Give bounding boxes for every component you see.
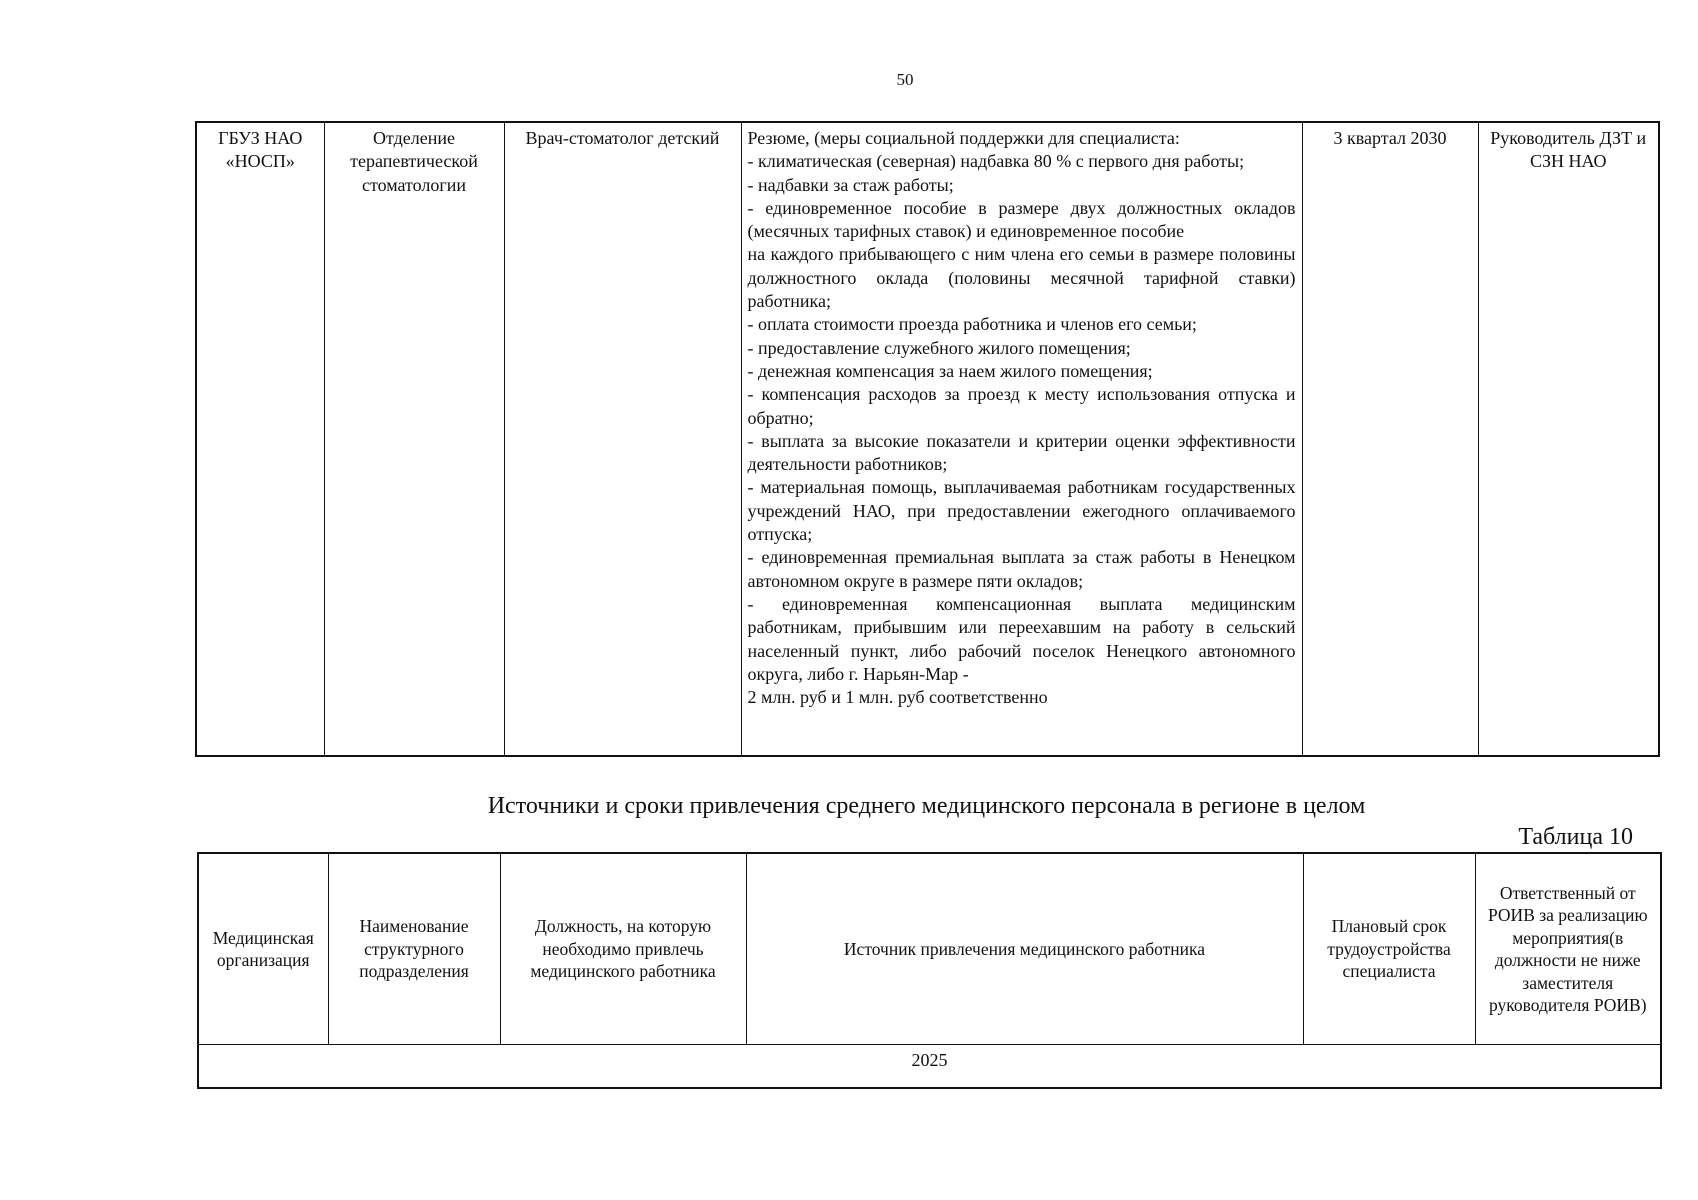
table-10 [197,852,1662,1089]
header-position: Должность, на которую необходимо привлечь медицинского работника [500,853,746,1045]
table-row [196,122,1659,756]
organization-cell: ГБУЗ НАО «НОСП» [196,122,324,756]
source-line: на каждого прибывающего с ним члена его семьи в размере половины должностного оклада (половины месячной тарифной ставки) работника; [747,244,1296,312]
section-title: Источники и сроки привлечения среднего медицинского персонала в регионе в целом [487,793,1366,819]
source-line: - предоставление служебного жилого помещения; [747,337,1131,358]
header-source: Источник привлечения медицинского работника [746,853,1303,1045]
page-number: 50 [896,70,914,89]
source-line: 2 млн. руб и 1 млн. руб соответственно [747,687,1048,708]
table-label: Таблица 10 [1518,824,1633,850]
source-line: - оплата стоимости проезда работника и членов его семьи; [747,314,1197,335]
header-organization: Медицинская организация [198,853,328,1045]
source-line: - климатическая (северная) надбавка 80 % с первого дня работы; [747,151,1245,172]
source-line: - выплата за высокие показатели и критерии оценки эффективности деятельности работников; [747,430,1296,475]
department-cell: Отделение терапевтической стоматологии [324,122,504,756]
year-cell: 2025 [198,1045,1661,1089]
header-department: Наименование структурного подразделения [328,853,500,1045]
source-line: - единовременная премиальная выплата за стаж работы в Ненецком автономном округе в размере пяти окладов; [747,547,1296,591]
source-line: - материальная помощь, выплачиваемая работникам государственных учреждений НАО, при предоставлении ежегодного оплачиваемого отпуска; [747,477,1296,545]
source-line: - денежная компенсация за наем жилого помещения; [747,360,1153,381]
year-row [198,1045,1661,1089]
source-line: - единовременная компенсационная выплата медицинским работникам, прибывшим или переехавшим на работу в сельский населенный пункт, либо рабочий поселок Ненецкого автономного округа, либо г. Нарьян-Мар - [747,593,1296,684]
source-line: Резюме, (меры социальной поддержки для специалиста: [747,128,1180,148]
source-line: - единовременное пособие в размере двух должностных окладов (месячных тарифных ставок) и единовременное пособие [747,197,1296,242]
table-header-row [198,853,1661,1045]
source-line: - компенсация расходов за проезд к месту использования отпуска и обратно; [747,384,1296,428]
header-responsible: Ответственный от РОИВ за реализацию мероприятия(в должности не ниже заместителя руководителя РОИВ) [1475,853,1661,1045]
source-cell [741,122,1302,756]
deadline-cell: 3 квартал 2030 [1302,122,1478,756]
source-line: - надбавки за стаж работы; [747,174,954,195]
responsible-cell: Руководитель ДЗТ и СЗН НАО [1478,122,1659,756]
header-deadline: Плановый срок трудоустройства специалиста [1303,853,1475,1045]
position-cell: Врач-стоматолог детский [504,122,741,756]
continued-table [195,121,1660,757]
